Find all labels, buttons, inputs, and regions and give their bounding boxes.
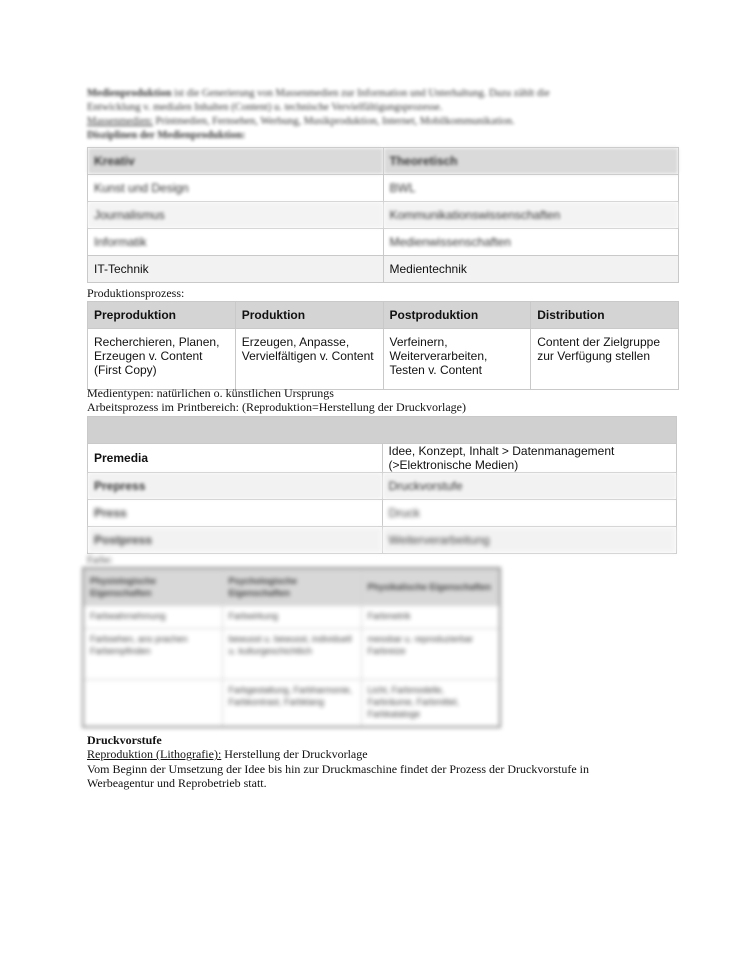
table-row — [88, 473, 677, 500]
print-workflow-label: Arbeitsprozess im Printbereich: (Reproduktion=Herstellung der Druckvorlage) — [87, 400, 466, 414]
table-cell: Recherchieren, Planen, Erzeugen v. Content (First Copy) — [88, 329, 236, 390]
table-cell: Press — [88, 500, 383, 527]
table-row — [88, 444, 677, 473]
section-body-line-1: Vom Beginn der Umsetzung der Idee bis hin zur Druckmaschine findet der Prozess der Druckvorstufe in — [87, 762, 589, 776]
table-row — [88, 175, 679, 202]
table-cell: Content der Zielgruppe zur Verfügung stellen — [531, 329, 679, 390]
table-cell: bewusst u. bewusst, individuell u. kulturgeschichtlich — [222, 629, 361, 680]
table-cell: Postpress — [88, 527, 383, 554]
table-header: Distribution — [531, 302, 679, 329]
table-cell: Erzeugen, Anpasse, Vervielfältigen v. Content — [235, 329, 383, 390]
table-header: Kreativ — [88, 148, 384, 175]
table-header: Produktion — [235, 302, 383, 329]
intro-line-2: Entwicklung v. medialen Inhalten (Content) u. technische Vervielfältigungsprozesse. — [87, 102, 443, 113]
table-cell: Informatik — [88, 229, 384, 256]
table-cell — [83, 680, 222, 728]
intro-disciplines-heading: Disziplinen der Medienproduktion: — [87, 130, 246, 141]
table-cell: Farbwirkung — [222, 606, 361, 629]
table-row — [88, 500, 677, 527]
table-cell: Weiterverarbeitung — [382, 527, 677, 554]
intro-paragraph — [87, 87, 677, 143]
table-header — [88, 417, 677, 444]
table-row — [88, 329, 679, 390]
table-header: Postproduktion — [383, 302, 531, 329]
intro-term: Medienproduktion — [87, 88, 172, 99]
table-cell: Druck — [382, 500, 677, 527]
color-properties-table — [82, 567, 501, 728]
media-types-label: Medientypen: natürlichen o. künstlichen Ursprungs — [87, 386, 334, 400]
table-cell: IT-Technik — [88, 256, 384, 283]
table-cell: Prepress — [88, 473, 383, 500]
table-cell: messbar u. reproduzierbar Farbreize — [361, 629, 500, 680]
production-process-table — [87, 301, 679, 390]
table-cell: Druckvorstufe — [382, 473, 677, 500]
color-label: Farbe: — [87, 555, 113, 566]
table-row — [83, 629, 500, 680]
intro-line-1: ist die Generierung von Massenmedien zur Information und Unterhaltung. Dazu zählt die — [174, 88, 550, 99]
reproduction-definition: Herstellung der Druckvorlage — [221, 747, 368, 761]
production-process-label: Produktionsprozess: — [87, 286, 185, 300]
table-row — [88, 229, 679, 256]
table-cell: Premedia — [88, 444, 383, 473]
section-body-line-2: Werbeagentur und Reprobetrieb statt. — [87, 776, 267, 790]
table-row — [88, 256, 679, 283]
table-row — [83, 606, 500, 629]
table-cell: Farbsehen, ans prachen Farbempfinden — [83, 629, 222, 680]
table-header: Theoretisch — [383, 148, 679, 175]
table-cell: Farbwahrnehmung — [83, 606, 222, 629]
print-workflow-table — [87, 416, 677, 554]
intro-massmedia-term: Massenmedien: — [87, 116, 153, 127]
table-cell: Journalismus — [88, 202, 384, 229]
reproduction-term: Reproduktion (Lithografie): — [87, 747, 222, 761]
table-cell: Medientechnik — [383, 256, 679, 283]
table-cell: Farbmetrik — [361, 606, 500, 629]
table-row — [83, 680, 500, 728]
table-cell: Kommunikationswissenschaften — [383, 202, 679, 229]
table-row — [88, 202, 679, 229]
section-title: Druckvorstufe — [87, 733, 162, 747]
table-row — [88, 527, 677, 554]
table-header: Psychologische Eigenschaften — [222, 568, 361, 606]
disciplines-table — [87, 147, 679, 283]
reproduction-line — [87, 747, 368, 761]
intro-line-3: Printmedien, Fernsehen, Werbung, Musikproduktion, Internet, Mobilkommunikation. — [155, 116, 515, 127]
table-cell: BWL — [383, 175, 679, 202]
table-header: Physiologische Eigenschaften — [83, 568, 222, 606]
table-cell: Medienwissenschaften — [383, 229, 679, 256]
table-header: Physikalische Eigenschaften — [361, 568, 500, 606]
table-cell: Licht, Farbmodelle, Farbräume, Farbmittel, Farbkataloge — [361, 680, 500, 728]
table-cell: Idee, Konzept, Inhalt > Datenmanagement (>Elektronische Medien) — [382, 444, 677, 473]
table-header: Preproduktion — [88, 302, 236, 329]
table-cell: Farbgestaltung, Farbharmonie, Farbkontrast, Farbklang — [222, 680, 361, 728]
table-cell: Verfeinern, Weiterverarbeiten, Testen v. Content — [383, 329, 531, 390]
table-cell: Kunst und Design — [88, 175, 384, 202]
